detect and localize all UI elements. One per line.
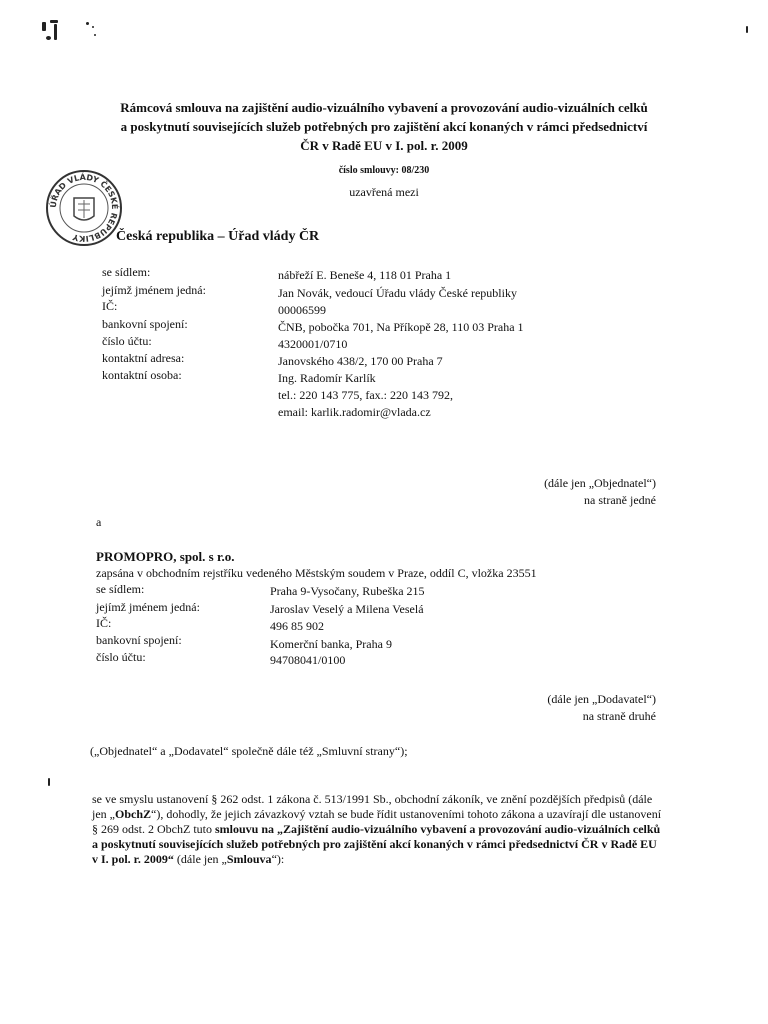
party1-contact-phone: tel.: 220 143 775, fax.: 220 143 792,: [278, 388, 453, 402]
contract-number: číslo smlouvy: 08/230: [338, 165, 430, 176]
party1-label-contact-address: kontaktní adresa:: [102, 351, 185, 365]
party1-value-ic: 00006599: [278, 303, 326, 317]
preamble-part3: (dále jen „: [173, 852, 227, 866]
party2-name: PROMOPRO, spol. s r.o.: [96, 549, 235, 564]
party1-value-bank: ČNB, pobočka 701, Na Příkopě 28, 110 03 Praha 1: [278, 320, 524, 334]
party2-value-representative: Jaroslav Veselý a Milena Veselá: [270, 602, 424, 616]
preamble-smlouva: Smlouva: [226, 852, 272, 866]
official-stamp-icon: [44, 168, 124, 248]
party2-role: (dále jen „Dodavatel“): [547, 692, 656, 706]
party2-registry: zapsána v obchodním rejstříku vedeného Městským soudem v Praze, oddíl C, vložka 23551: [96, 566, 537, 580]
party2-value-ic: 496 85 902: [270, 619, 324, 633]
party2-label-ic: IČ:: [96, 616, 112, 630]
party1-contact-email: email: karlik.radomir@vlada.cz: [278, 405, 431, 419]
party1-value-account: 4320001/0710: [278, 337, 348, 351]
party2-value-account: 94708041/0100: [270, 653, 346, 667]
party2-label-seat: se sídlem:: [96, 582, 145, 596]
party1-label-account: číslo účtu:: [102, 334, 152, 348]
joint-parties-line: („Objednatel“ a „Dodavatel“ společně dále též „Smluvní strany“);: [90, 744, 408, 758]
party1-role: (dále jen „Objednatel“): [544, 476, 656, 490]
conjunction: a: [96, 515, 102, 529]
party1-label-contact-person: kontaktní osoba:: [102, 368, 182, 382]
party2-label-account: číslo účtu:: [96, 650, 146, 664]
party1-value-contact-person: Ing. Radomír Karlík: [278, 371, 376, 385]
party1-label-seat: se sídlem:: [102, 265, 151, 279]
party1-label-bank: bankovní spojení:: [102, 317, 188, 331]
party2-value-seat: Praha 9-Vysočany, Rubeška 215: [270, 584, 425, 598]
svg-text:ÚŘAD VLÁDY ČESKÉ REPUBLIKY: ÚŘAD VLÁDY ČESKÉ REPUBLIKY: [48, 172, 120, 244]
party1-side: na straně jedné: [584, 493, 656, 507]
party1-value-representative: Jan Novák, vedoucí Úřadu vlády České republiky: [278, 286, 517, 300]
party2-side: na straně druhé: [582, 709, 656, 723]
party1-name: Česká republika – Úřad vlády ČR: [116, 229, 320, 244]
preamble-part4: “):: [271, 852, 285, 866]
preamble-part1: se ve smyslu ustanovení § 262 odst. 1 zákona č. 513/1991 Sb., obchodní zákoník, ve znění pozdějších předpisů (dále jen „: [92, 792, 653, 821]
party2-label-representative: jejímž jménem jedná:: [96, 600, 200, 614]
preamble-part2: “), dohodly, že jejich závazkový vztah se bude řídit ustanoveními tohoto zákona a uzavírají dle ustanovení § 269 odst. 2 ObchZ tuto: [92, 807, 662, 836]
party1-label-ic: IČ:: [102, 299, 118, 313]
preamble-smlouvu-na: smlouvu na: [215, 822, 275, 836]
party2-value-bank: Komerční banka, Praha 9: [270, 637, 392, 651]
party2-label-bank: bankovní spojení:: [96, 633, 182, 647]
party1-value-contact-address: Janovského 438/2, 170 00 Praha 7: [278, 354, 443, 368]
party1-label-representative: jejímž jménem jedná:: [102, 283, 206, 297]
contract-preamble-paragraph: [92, 792, 662, 867]
preamble-contract-name: „Zajištění audio-vizuálního vybavení a provozování audio-vizuálních celků a poskytnutí souvisejících služeb potřebných pro zajištění akcí konaných v rámci předsednictví ČR v Radě EU v I. pol. r. 2009“: [92, 822, 661, 866]
concluded-between: uzavřená mezi: [349, 185, 419, 199]
contract-title: Rámcová smlouva na zajištění audio-vizuálního vybavení a provozování audio-vizuálních celků a poskytnutí souvisejících služeb potřebných pro zajištění akcí konaných v rámci předsednictví ČR v Radě EU v I. pol. r. 2009: [120, 100, 648, 153]
preamble-obchz: ObchZ: [115, 807, 152, 821]
party1-value-seat: nábřeží E. Beneše 4, 118 01 Praha 1: [278, 268, 452, 282]
